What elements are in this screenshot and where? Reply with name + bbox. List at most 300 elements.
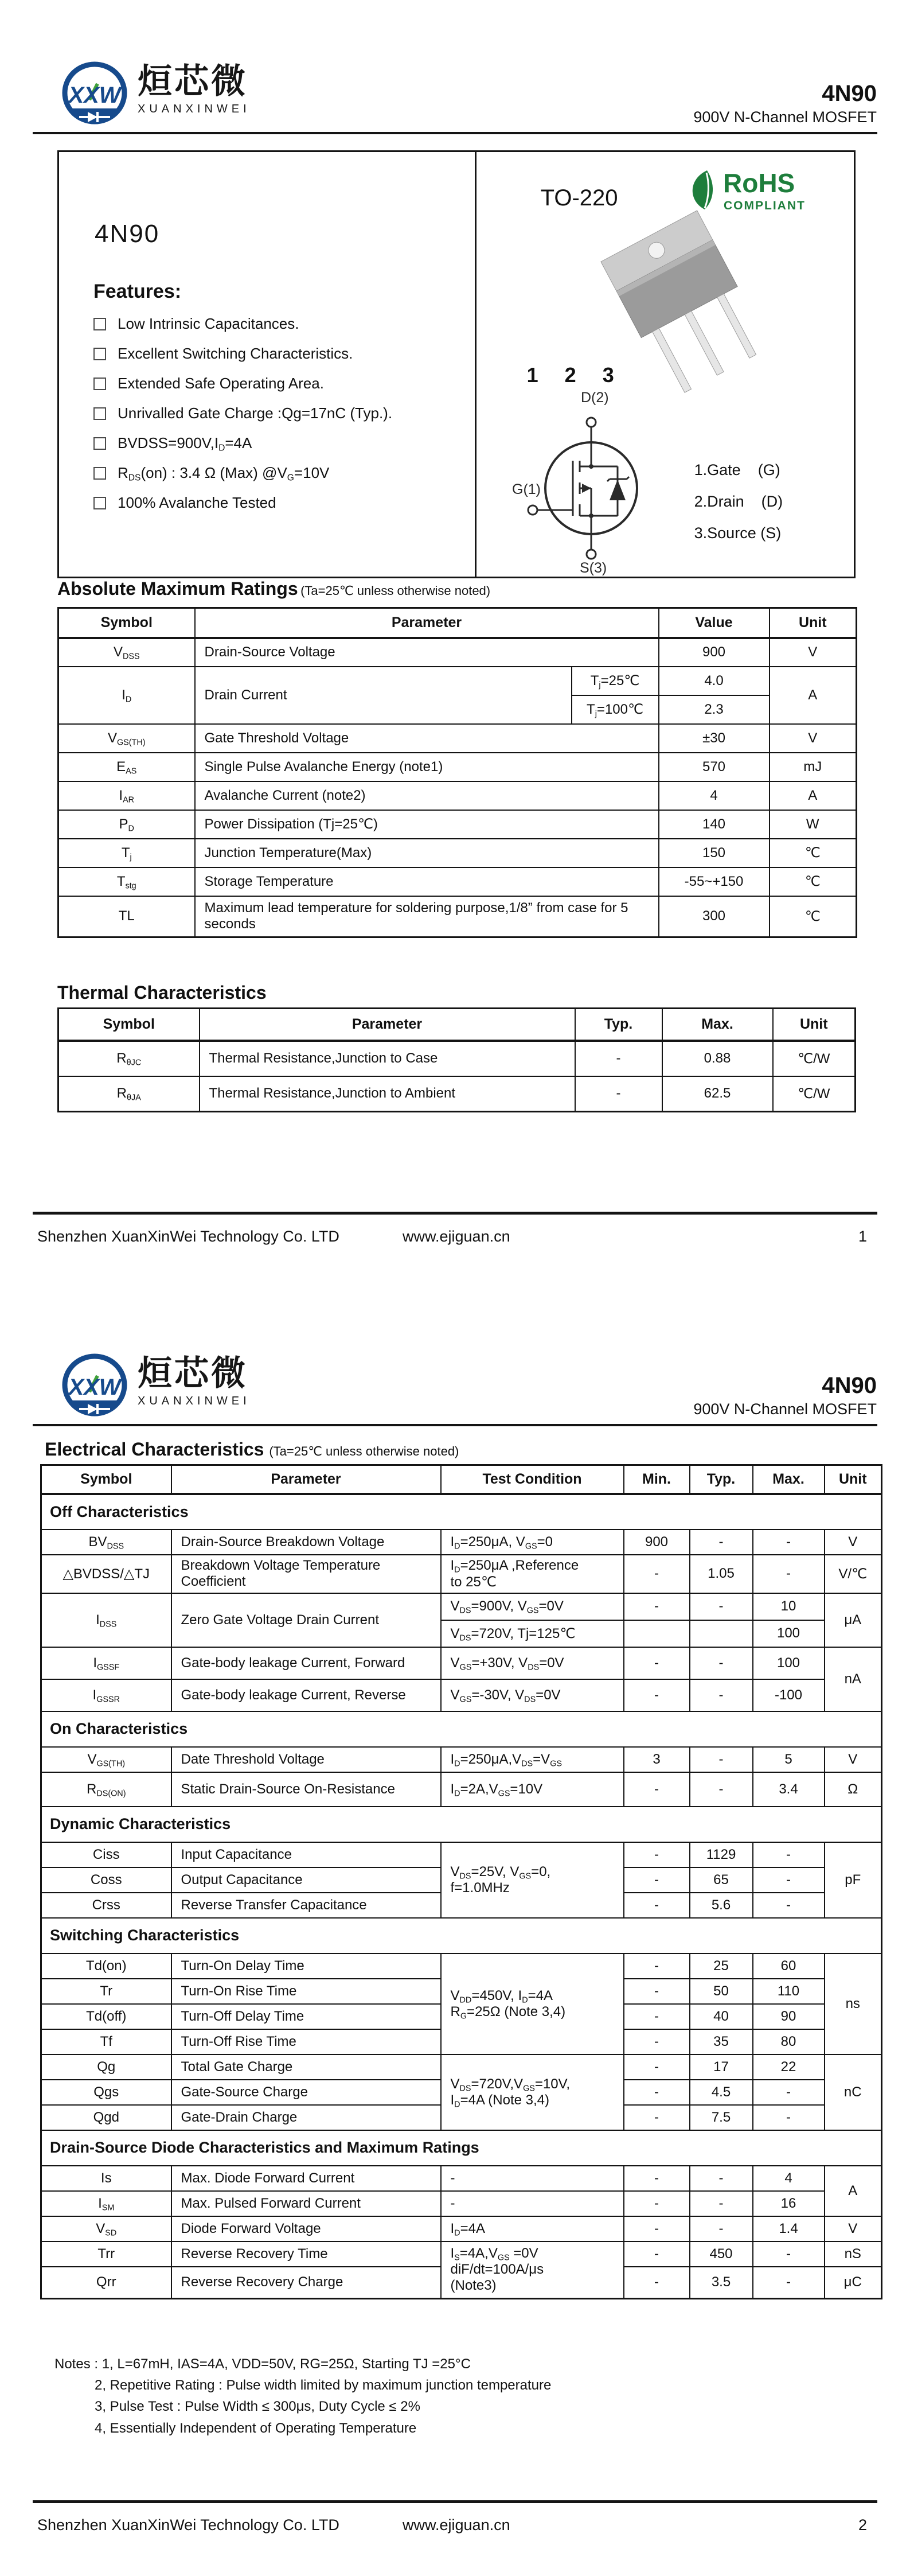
typ-cell: - [690, 2166, 753, 2191]
condition-cell: $V_{DS}=900V$, $V_{GS}=0V$ [441, 1593, 624, 1620]
min-cell: - [624, 1593, 690, 1620]
max-cell: 62.5 [662, 1076, 773, 1112]
feature-item [93, 345, 475, 363]
unit-cell: ℃ [770, 839, 857, 867]
typ-cell: 450 [690, 2242, 753, 2267]
symbol-cell: Tr [41, 1979, 171, 2004]
typ-cell: 1129 [690, 1842, 753, 1867]
symbol-cell: $I_D$ [58, 667, 195, 724]
thermal-title: Thermal Characteristics [57, 982, 267, 1003]
typ-cell [690, 1620, 753, 1647]
section-title: On Characteristics [41, 1711, 882, 1747]
unit-cell: V/℃ [825, 1555, 882, 1593]
unit-cell: μC [825, 2267, 882, 2299]
page-number: 1 [858, 1228, 867, 1245]
condition-cell: $I_D=250\mu A$, $V_{GS}=0$ [441, 1530, 624, 1555]
col-typ: Typ. [690, 1465, 753, 1494]
section-row [41, 1711, 882, 1747]
table-header-row [41, 1465, 882, 1494]
symbol-cell: $BV_{DSS}$ [41, 1530, 171, 1555]
unit-cell: V [825, 2216, 882, 2242]
source-label: S(3) [579, 560, 607, 575]
min-cell: - [624, 2242, 690, 2267]
typ-cell: - [690, 2216, 753, 2242]
header-rule [33, 1424, 877, 1426]
features-list [93, 315, 475, 512]
parameter-cell: Storage Temperature [195, 867, 659, 896]
checkbox-icon [93, 497, 106, 509]
table-row [41, 1747, 882, 1772]
typ-cell: 17 [690, 2054, 753, 2080]
condition-cell: $V_{DD}=450V$, $I_D=4A$ $R_G=25\Omega$ (Note 3,4) [441, 1954, 624, 2054]
gate-label: G(1) [511, 481, 541, 497]
unit-cell: V [770, 724, 857, 753]
min-cell: - [624, 1979, 690, 2004]
symbol-cell: Td(off) [41, 2004, 171, 2029]
condition-cell: $V_{DS}=25V$, $V_{GS}=0$, f=1.0MHz [441, 1842, 624, 1918]
parameter-cell: Gate-body leakage Current, Forward [171, 1647, 441, 1679]
min-cell: - [624, 2267, 690, 2299]
brand-name-en: XUANXINWEI [138, 103, 251, 115]
feature-text: $BVDSS=900V,I_D=4A$ [118, 434, 252, 453]
min-cell [624, 1620, 690, 1647]
typ-cell: 50 [690, 1979, 753, 2004]
brand-name-cn: 烜芯微 [138, 1354, 248, 1392]
notes-block [54, 2353, 551, 2439]
max-cell: 4 [753, 2166, 825, 2191]
table-row [41, 1647, 882, 1679]
section-title: Drain-Source Diode Characteristics and Maximum Ratings [41, 2130, 882, 2166]
header-rule [33, 132, 877, 134]
symbol-cell: Ciss [41, 1842, 171, 1867]
checkbox-icon [93, 318, 106, 330]
value-cell: 2.3 [659, 695, 770, 724]
section-title: Switching Characteristics [41, 1918, 882, 1954]
header-page1 [60, 60, 251, 130]
package-panel [477, 152, 854, 577]
typ-cell: - [690, 1593, 753, 1620]
typ-cell: - [690, 1772, 753, 1807]
footer-company: Shenzhen XuanXinWei Technology Co. LTD [37, 2516, 339, 2534]
symbol-cell: $I_{SM}$ [41, 2191, 171, 2216]
parameter-cell: Drain-Source Voltage [195, 638, 659, 667]
value-cell: ±30 [659, 724, 770, 753]
col-value: Value [659, 608, 770, 638]
symbol-cell: $R_{\theta JC}$ [58, 1041, 200, 1076]
typ-cell: - [690, 1679, 753, 1711]
max-cell: - [753, 1893, 825, 1918]
symbol-cell: $V_{DSS}$ [58, 638, 195, 667]
col-symbol: Symbol [41, 1465, 171, 1494]
parameter-cell: Gate-body leakage Current, Reverse [171, 1679, 441, 1711]
max-cell: 0.88 [662, 1041, 773, 1076]
company-logo [60, 1352, 130, 1422]
amr-heading [57, 578, 490, 600]
features-panel [59, 152, 477, 577]
symbol-cell: $R_{\theta JA}$ [58, 1076, 200, 1112]
col-parameter: Parameter [195, 608, 659, 638]
footer-page1 [33, 1228, 877, 1251]
checkbox-icon [93, 407, 106, 420]
table-row [58, 1041, 856, 1076]
min-cell: - [624, 1842, 690, 1867]
part-header [693, 80, 877, 126]
table-row [58, 810, 857, 839]
ec-heading [45, 1439, 459, 1460]
feature-text: Unrivalled Gate Charge :Qg=17nC (Typ.). [118, 404, 393, 422]
typ-cell: 25 [690, 1954, 753, 1979]
unit-cell: ns [825, 1954, 882, 2054]
part-header [693, 1372, 877, 1418]
symbol-cell: △BVDSS/△TJ [41, 1555, 171, 1593]
max-cell: - [753, 1867, 825, 1893]
unit-cell: nA [825, 1647, 882, 1711]
typ-cell: 35 [690, 2029, 753, 2054]
parameter-cell: Gate-Drain Charge [171, 2105, 441, 2130]
condition-cell: $I_D=250\mu A$ ,Reference to 25℃ [441, 1555, 624, 1593]
product-overview-box [57, 150, 856, 578]
parameter-cell: Thermal Resistance,Junction to Ambient [200, 1076, 575, 1112]
feature-item [93, 464, 475, 482]
footer-page2 [33, 2516, 877, 2539]
min-cell: - [624, 1954, 690, 1979]
parameter-cell: Max. Diode Forward Current [171, 2166, 441, 2191]
unit-cell: ℃ [770, 896, 857, 937]
typ-cell: 1.05 [690, 1555, 753, 1593]
parameter-cell: Turn-Off Rise Time [171, 2029, 441, 2054]
parameter-cell: Reverse Recovery Charge [171, 2267, 441, 2299]
condition-cell: - [441, 2191, 624, 2216]
checkbox-icon [93, 467, 106, 480]
feature-text: Excellent Switching Characteristics. [118, 345, 353, 362]
max-cell: -100 [753, 1679, 825, 1711]
condition-cell: $T_j=25℃$ [572, 667, 659, 695]
max-cell: - [753, 2080, 825, 2105]
condition-cell: $I_D=250\mu A,V_{DS}=V_{GS}$ [441, 1747, 624, 1772]
max-cell: 90 [753, 2004, 825, 2029]
col-unit: Unit [825, 1465, 882, 1494]
feature-item [93, 315, 475, 333]
parameter-cell: Breakdown Voltage Temperature Coefficient [171, 1555, 441, 1593]
checkbox-icon [93, 437, 106, 450]
table-row [41, 2054, 882, 2080]
rohs-text: RoHS [723, 168, 795, 198]
table-row [41, 1593, 882, 1620]
min-cell: - [624, 1555, 690, 1593]
min-cell: - [624, 2216, 690, 2242]
mosfet-symbol [505, 386, 677, 575]
note-line: Notes : 1, L=67mH, IAS=4A, VDD=50V, RG=25Ω, Starting TJ =25°C [54, 2356, 471, 2372]
condition-cell: $T_j=100℃$ [572, 695, 659, 724]
typ-cell: - [690, 1747, 753, 1772]
parameter-cell: Total Gate Charge [171, 2054, 441, 2080]
symbol-cell: $I_{DSS}$ [41, 1593, 171, 1647]
max-cell: 1.4 [753, 2216, 825, 2242]
unit-cell: A [825, 2166, 882, 2216]
footer-rule [33, 1212, 877, 1215]
typ-cell: - [575, 1076, 662, 1112]
max-cell: 10 [753, 1593, 825, 1620]
footer-website: www.ejiguan.cn [403, 2516, 510, 2534]
typ-cell: 5.6 [690, 1893, 753, 1918]
footer-company: Shenzhen XuanXinWei Technology Co. LTD [37, 1228, 339, 1245]
unit-cell: V [825, 1747, 882, 1772]
part-number: 4N90 [822, 81, 877, 106]
package-pin-numbers: 1 2 3 [526, 363, 624, 387]
drain-label: D(2) [580, 390, 609, 406]
symbol-cell: $T_j$ [58, 839, 195, 867]
parameter-cell: Thermal Resistance,Junction to Case [200, 1041, 575, 1076]
value-cell: 4 [659, 781, 770, 810]
unit-cell: ℃ [770, 867, 857, 896]
condition-cell: $V_{DS}=720V$, Tj=125℃ [441, 1620, 624, 1647]
max-cell: 100 [753, 1647, 825, 1679]
min-cell: 3 [624, 1747, 690, 1772]
max-cell: 80 [753, 2029, 825, 2054]
unit-cell: ℃/W [773, 1041, 856, 1076]
amr-table [57, 607, 857, 938]
features-heading: Features: [93, 281, 182, 302]
max-cell: - [753, 1555, 825, 1593]
table-row [58, 781, 857, 810]
min-cell: 900 [624, 1530, 690, 1555]
value-cell: 140 [659, 810, 770, 839]
typ-cell: 40 [690, 2004, 753, 2029]
symbol-cell: $V_{SD}$ [41, 2216, 171, 2242]
ec-subtitle: (Ta=25℃ unless otherwise noted) [269, 1444, 459, 1458]
typ-cell: 4.5 [690, 2080, 753, 2105]
symbol-cell: Qgs [41, 2080, 171, 2105]
min-cell: - [624, 1772, 690, 1807]
min-cell: - [624, 1679, 690, 1711]
ec-title: Electrical Characteristics [45, 1439, 264, 1460]
unit-cell: A [770, 667, 857, 724]
min-cell: - [624, 2080, 690, 2105]
rohs-compliant-text: COMPLIANT [724, 199, 806, 212]
parameter-cell: Power Dissipation (Tj=25℃) [195, 810, 659, 839]
brand-block [138, 1352, 251, 1408]
symbol-cell: TL [58, 896, 195, 937]
col-symbol: Symbol [58, 1009, 200, 1041]
condition-cell: $V_{GS}=-30V$, $V_{DS}=0V$ [441, 1679, 624, 1711]
table-row [41, 1679, 882, 1711]
section-row [41, 2130, 882, 2166]
table-row [58, 667, 857, 695]
parameter-cell: Avalanche Current (note2) [195, 781, 659, 810]
product-part-title: 4N90 [95, 220, 160, 248]
table-row [58, 1076, 856, 1112]
value-cell: 150 [659, 839, 770, 867]
min-cell: - [624, 2166, 690, 2191]
unit-cell: pF [825, 1842, 882, 1918]
parameter-cell: Turn-Off Delay Time [171, 2004, 441, 2029]
parameter-cell: Reverse Recovery Time [171, 2242, 441, 2267]
pin-legend [694, 448, 783, 542]
feature-text: $R_{DS}(on)$ : 3.4 Ω (Max) $@V_G=10V$ [118, 464, 330, 483]
max-cell: 60 [753, 1954, 825, 1979]
table-row [41, 2216, 882, 2242]
feature-item [93, 375, 475, 392]
brand-name-cn: 烜芯微 [138, 62, 248, 100]
table-row [41, 1842, 882, 1867]
condition-cell: $I_D=2A,V_{GS}=10V$ [441, 1772, 624, 1807]
condition-cell: $V_{GS}=+30V$, $V_{DS}=0V$ [441, 1647, 624, 1679]
table-row [58, 724, 857, 753]
value-cell: -55~+150 [659, 867, 770, 896]
feature-item [93, 494, 475, 512]
table-row [41, 1555, 882, 1593]
table-row [58, 867, 857, 896]
page-number: 2 [858, 2516, 867, 2534]
symbol-cell: $I_{GSSR}$ [41, 1679, 171, 1711]
max-cell: - [753, 1530, 825, 1555]
unit-cell: V [770, 638, 857, 667]
unit-cell: V [825, 1530, 882, 1555]
note-line: 2, Repetitive Rating : Pulse width limited by maximum junction temperature [95, 2377, 552, 2394]
unit-cell: nS [825, 2242, 882, 2267]
symbol-cell: $E_{AS}$ [58, 753, 195, 781]
col-test-condition: Test Condition [441, 1465, 624, 1494]
typ-cell: - [690, 2191, 753, 2216]
electrical-characteristics-table [40, 1464, 882, 2299]
symbol-cell: Trr [41, 2242, 171, 2267]
symbol-cell: Qgd [41, 2105, 171, 2130]
col-unit: Unit [773, 1009, 856, 1041]
parameter-cell: Gate Threshold Voltage [195, 724, 659, 753]
typ-cell: 65 [690, 1867, 753, 1893]
parameter-cell: Maximum lead temperature for soldering purpose,1/8” from case for 5 seconds [195, 896, 659, 937]
table-row [41, 1530, 882, 1555]
col-parameter: Parameter [200, 1009, 575, 1041]
footer-website: www.ejiguan.cn [403, 1228, 510, 1245]
typ-cell: - [690, 1647, 753, 1679]
symbol-cell: $I_{GSSF}$ [41, 1647, 171, 1679]
parameter-cell: Drain Current [195, 667, 572, 724]
table-row [58, 638, 857, 667]
table-header-row [58, 608, 857, 638]
section-row [41, 1807, 882, 1842]
feature-text: 100% Avalanche Tested [118, 494, 276, 511]
unit-cell: nC [825, 2054, 882, 2130]
section-row [41, 1918, 882, 1954]
parameter-cell: Static Drain-Source On-Resistance [171, 1772, 441, 1807]
symbol-cell: $R_{DS(ON)}$ [41, 1772, 171, 1807]
parameter-cell: Gate-Source Charge [171, 2080, 441, 2105]
min-cell: - [624, 1867, 690, 1893]
value-cell: 900 [659, 638, 770, 667]
max-cell: 110 [753, 1979, 825, 2004]
unit-cell: W [770, 810, 857, 839]
package-name: TO-220 [540, 185, 618, 211]
table-header-row [58, 1009, 856, 1041]
max-cell: 3.4 [753, 1772, 825, 1807]
part-subtitle: 900V N-Channel MOSFET [693, 108, 877, 126]
value-cell: 300 [659, 896, 770, 937]
parameter-cell: Input Capacitance [171, 1842, 441, 1867]
table-row [58, 839, 857, 867]
symbol-cell: Crss [41, 1893, 171, 1918]
checkbox-icon [93, 348, 106, 360]
footer-rule [33, 2500, 877, 2503]
min-cell: - [624, 2105, 690, 2130]
amr-title: Absolute Maximum Ratings [57, 578, 298, 599]
min-cell: - [624, 2054, 690, 2080]
max-cell: - [753, 2267, 825, 2299]
feature-text: Low Intrinsic Capacitances. [118, 315, 299, 332]
part-number: 4N90 [822, 1373, 877, 1398]
col-max: Max. [662, 1009, 773, 1041]
condition-cell: $V_{DS}=720V,V_{GS}=10V$, $I_D=4A$ (Note 3,4) [441, 2054, 624, 2130]
max-cell: 5 [753, 1747, 825, 1772]
max-cell: 16 [753, 2191, 825, 2216]
typ-cell: 7.5 [690, 2105, 753, 2130]
unit-cell: mJ [770, 753, 857, 781]
max-cell: - [753, 2242, 825, 2267]
min-cell: - [624, 2029, 690, 2054]
typ-cell: - [575, 1041, 662, 1076]
company-logo [60, 60, 130, 130]
parameter-cell: Reverse Transfer Capacitance [171, 1893, 441, 1918]
brand-name-en: XUANXINWEI [138, 1395, 251, 1407]
feature-text: Extended Safe Operating Area. [118, 375, 324, 392]
min-cell: - [624, 2191, 690, 2216]
section-title: Off Characteristics [41, 1494, 882, 1530]
max-cell: - [753, 2105, 825, 2130]
unit-cell: μA [825, 1593, 882, 1647]
symbol-cell: Is [41, 2166, 171, 2191]
symbol-cell: Qrr [41, 2267, 171, 2299]
part-subtitle: 900V N-Channel MOSFET [693, 1400, 877, 1418]
parameter-cell: Diode Forward Voltage [171, 2216, 441, 2242]
parameter-cell: Junction Temperature(Max) [195, 839, 659, 867]
symbol-cell: $T_{stg}$ [58, 867, 195, 896]
unit-cell: Ω [825, 1772, 882, 1807]
min-cell: - [624, 2004, 690, 2029]
symbol-cell: Tf [41, 2029, 171, 2054]
symbol-cell: $I_{AR}$ [58, 781, 195, 810]
condition-cell: $I_S=4A,V_{GS} =0V$ diF/dt=100A/μs (Note3) [441, 2242, 624, 2299]
parameter-cell: Single Pulse Avalanche Energy (note1) [195, 753, 659, 781]
min-cell: - [624, 1647, 690, 1679]
pin-legend-source: 3.Source (S) [694, 524, 782, 542]
header-page2 [60, 1352, 251, 1422]
checkbox-icon [93, 378, 106, 390]
max-cell: - [753, 1842, 825, 1867]
table-row [58, 896, 857, 937]
typ-cell: 3.5 [690, 2267, 753, 2299]
pin-legend-gate: 1.Gate (G) [694, 461, 780, 478]
pin-legend-drain: 2.Drain (D) [694, 493, 783, 510]
min-cell: - [624, 1893, 690, 1918]
section-row [41, 1494, 882, 1530]
amr-subtitle: (Ta=25℃ unless otherwise noted) [300, 583, 491, 598]
condition-cell: - [441, 2166, 624, 2191]
unit-cell: A [770, 781, 857, 810]
col-parameter: Parameter [171, 1465, 441, 1494]
table-row [41, 2242, 882, 2267]
symbol-cell: $V_{GS(TH)}$ [58, 724, 195, 753]
feature-item [93, 434, 475, 452]
table-row [41, 2166, 882, 2191]
col-symbol: Symbol [58, 608, 195, 638]
col-unit: Unit [770, 608, 857, 638]
col-min: Min. [624, 1465, 690, 1494]
parameter-cell: Turn-On Rise Time [171, 1979, 441, 2004]
symbol-cell: $P_D$ [58, 810, 195, 839]
symbol-cell: Td(on) [41, 1954, 171, 1979]
parameter-cell: Max. Pulsed Forward Current [171, 2191, 441, 2216]
note-line: 4, Essentially Independent of Operating Temperature [95, 2420, 417, 2436]
